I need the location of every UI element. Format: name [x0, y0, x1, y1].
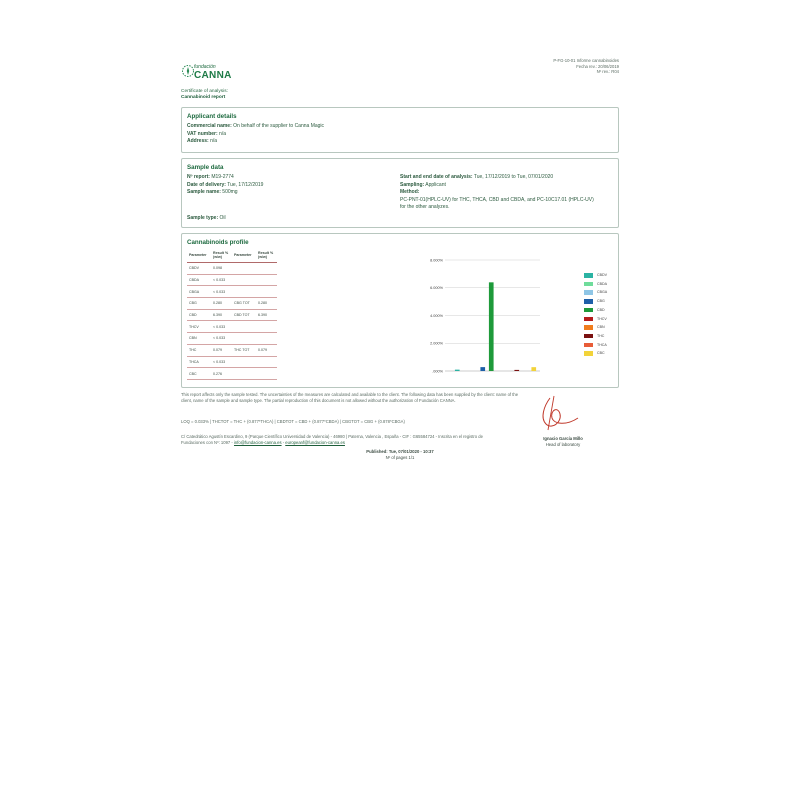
- legend-label: CBD: [597, 307, 605, 312]
- table-cell: THCA: [187, 356, 211, 368]
- chart-ytick-label: 2.000%: [430, 341, 443, 346]
- table-cell: [256, 321, 277, 333]
- address-line2-prefix: Fundaciones con Nº: 1097 -: [181, 439, 234, 445]
- sample-type-label: Sample type:: [187, 215, 219, 221]
- vat-value: n/a: [219, 130, 226, 137]
- delivery-date-value: Tue, 17/12/2019: [227, 181, 264, 188]
- table-cell: CBDV: [187, 263, 211, 275]
- table-cell: CBC: [187, 368, 211, 380]
- table-cell: 0.079: [256, 344, 277, 356]
- table-row: [187, 263, 277, 275]
- sample-left-fields: [187, 174, 263, 197]
- table-row: [187, 356, 277, 368]
- table-cell: THCV: [187, 321, 211, 333]
- commercial-name-value: On behalf of the supplier to Canna Magic: [233, 123, 325, 129]
- table-row: [187, 321, 277, 333]
- report-number-label: Nº report:: [187, 174, 210, 180]
- table-cell: CBG TOT: [232, 298, 256, 310]
- table-cell: CBG: [187, 298, 211, 310]
- analysis-dates-label: Start and end date of analysis:: [400, 174, 473, 180]
- legend-label: CBC: [597, 351, 605, 356]
- table-cell: [232, 274, 256, 286]
- table-cell: [256, 263, 277, 275]
- chart-ytick-label: .000%: [432, 369, 443, 374]
- address-value: n/a: [210, 138, 218, 145]
- sample-type-field: [187, 215, 226, 223]
- method-line2: for the other analyzes.: [400, 204, 450, 211]
- chart-bar-cbdv: [455, 370, 460, 371]
- table-cell: CBN: [187, 333, 211, 345]
- applicant-details-section: [181, 107, 619, 153]
- cannabinoids-table: [187, 248, 277, 380]
- table-cell: 0.280: [256, 298, 277, 310]
- sample-type-value: Oil: [219, 215, 226, 221]
- legend-swatch: [584, 351, 593, 356]
- legend-label: CBDA: [597, 281, 607, 286]
- chart-ytick-label: 8.000%: [430, 258, 443, 263]
- table-cell: [256, 286, 277, 298]
- table-cell: 0.098: [211, 263, 232, 275]
- table-cell: [232, 286, 256, 298]
- doc-ref-line1: P-FG-10-01 Informe cannabinoides: [553, 58, 619, 63]
- table-header-row: [187, 248, 277, 263]
- address-line1: C/ Catedrático Agustín Escardino, 9 (Parque Científico Universidad de Valencia) - 46980 | Paterna, Valencia , España - CIF : G65584724 - Inscrita en el registro de: [181, 434, 483, 439]
- table-cell: [232, 263, 256, 275]
- table-row: [187, 274, 277, 286]
- canna-logo: [181, 62, 241, 86]
- address-line2: [181, 440, 521, 446]
- table-row: [187, 286, 277, 298]
- cannabinoid-bar-chart: [417, 254, 542, 379]
- signer-block: [540, 436, 586, 447]
- col-header-parameter: Parameter: [187, 248, 211, 263]
- sample-right-fields: [400, 174, 594, 212]
- chart-bar-cbd: [489, 282, 494, 371]
- chart-bar-thc: [514, 370, 519, 371]
- table-cell: [256, 274, 277, 286]
- applicant-fields: [187, 123, 324, 146]
- legend-swatch: [584, 334, 593, 339]
- address-block: [181, 434, 521, 445]
- table-row: [187, 344, 277, 356]
- table-cell: [232, 333, 256, 345]
- legend-swatch: [584, 343, 593, 348]
- address-line2-separator: -: [281, 439, 286, 445]
- table-cell: [256, 356, 277, 368]
- col-header-result: Result % (w/w): [211, 248, 232, 263]
- table-cell: CBGA: [187, 286, 211, 298]
- chart-bar-cbg: [480, 367, 485, 371]
- header-line2: Cannabinoid report: [181, 95, 226, 101]
- table-cell: THC: [187, 344, 211, 356]
- leaf-icon: [181, 64, 195, 78]
- col-header-parameter-2: Parameter: [232, 248, 256, 263]
- report-number-value: M19-2774: [211, 174, 234, 180]
- loq-formula: LOQ = 0.033% | THCTOT = THC + (0.877*THCA) | CBDTOT = CBD + (0.877*CBDA) | CBGTOT = CBG + (0.878*CBGA): [181, 419, 405, 424]
- legend-label: THCV: [597, 316, 607, 321]
- legend-label: CBDV: [597, 273, 607, 277]
- method-label: Method:: [400, 189, 420, 196]
- legend-swatch: [584, 290, 593, 295]
- col-header-result-2: Result % (w/w): [256, 248, 277, 263]
- signer-role: Head of laboratory: [545, 441, 581, 447]
- table-cell: 6.390: [211, 309, 232, 321]
- table-row: [187, 298, 277, 310]
- logo-top-text: fundación: [194, 64, 216, 70]
- vat-label: VAT number:: [187, 130, 218, 137]
- page-count: Nº of pages 1/1: [385, 454, 415, 460]
- sample-title: Sample data: [187, 164, 224, 171]
- legend-label: CBN: [597, 325, 605, 330]
- method-line1: PC-PNT-01(HPLC-UV) for THC, THCA, CBD and CBDA, and PC-10C17.01 (HPLC-UV): [400, 196, 594, 203]
- legend-swatch: [584, 282, 593, 287]
- table-row: [187, 309, 277, 321]
- table-cell: 0.276: [211, 368, 232, 380]
- doc-ref-line3: Nº rev.: R04: [596, 69, 619, 75]
- sample-name-label: Sample name:: [187, 189, 221, 196]
- commercial-name-label: Commercial name:: [187, 123, 232, 129]
- analysis-dates-value: Tue, 17/12/2019 to Tue, 07/01/2020: [473, 174, 554, 180]
- sample-name-value: 500mg: [222, 189, 238, 196]
- report-header: [181, 89, 228, 102]
- disclaimer-text: This report affects only the sample tested. The uncertainties of the measures are calculated and available to the client. The following data has been supplied by the client: name of the client, name of the sample and sample type. The partial reproduction of this document is not allowed without the authorization of Fundación CANNA.: [181, 392, 519, 403]
- chart-ytick-label: 6.000%: [430, 286, 443, 291]
- signature-image: [532, 392, 582, 434]
- legend-label: CBGA: [597, 290, 608, 295]
- legend-label: CBG: [597, 299, 605, 304]
- sampling-label: Sampling:: [400, 181, 425, 188]
- table-cell: < 0.033: [211, 274, 232, 286]
- publication-block: [300, 449, 500, 460]
- chart-bar-cbc: [531, 367, 536, 371]
- doc-ref-line2: Fecha rev.: 20/06/2019: [576, 63, 619, 69]
- table-cell: CBDA: [187, 274, 211, 286]
- table-cell: 0.280: [211, 298, 232, 310]
- table-row: [187, 333, 277, 345]
- table-cell: 6.390: [256, 309, 277, 321]
- legend-swatch: [584, 308, 593, 313]
- table-cell: [232, 368, 256, 380]
- profile-title: Cannabinoids profile: [187, 239, 249, 246]
- table-cell: < 0.033: [211, 356, 232, 368]
- table-cell: [256, 333, 277, 345]
- logo-name: CANNA: [194, 70, 232, 81]
- table-cell: THC TOT: [232, 344, 256, 356]
- chart-ytick-label: 4.000%: [430, 313, 443, 318]
- legend-label: THC: [597, 333, 605, 338]
- info-email-link[interactable]: info@fundacion-canna.es: [233, 439, 282, 445]
- table-cell: [256, 368, 277, 380]
- table-cell: < 0.033: [211, 333, 232, 345]
- legend-swatch: [584, 325, 593, 330]
- address-label: Address:: [187, 138, 209, 145]
- table-cell: [232, 321, 256, 333]
- chart-legend: [584, 273, 616, 357]
- table-cell: CBD: [187, 309, 211, 321]
- sample-data-section: [181, 158, 619, 228]
- published-date: Published: Tue, 07/01/2020 - 10:37: [366, 449, 434, 454]
- legend-swatch: [584, 317, 593, 322]
- table-cell: < 0.033: [211, 286, 232, 298]
- legend-label: THCA: [597, 342, 607, 347]
- table-cell: < 0.033: [211, 321, 232, 333]
- signer-name: Ignacio García Millo: [543, 436, 583, 441]
- table-row: [187, 368, 277, 380]
- table-cell: CBD TOT: [232, 309, 256, 321]
- delivery-date-label: Date of delivery:: [187, 181, 226, 188]
- legend-swatch: [584, 273, 593, 278]
- header-line1: Certificate of analysis:: [181, 89, 228, 94]
- sampling-value: Applicant: [425, 181, 446, 188]
- legend-swatch: [584, 299, 593, 304]
- applicant-title: Applicant details: [187, 113, 237, 120]
- cannabinoids-profile-section: [181, 233, 619, 388]
- table-cell: [232, 356, 256, 368]
- document-reference: [553, 58, 619, 75]
- europe-email-link[interactable]: europeanf@fundacion-canna.es: [285, 439, 345, 445]
- table-cell: 0.079: [211, 344, 232, 356]
